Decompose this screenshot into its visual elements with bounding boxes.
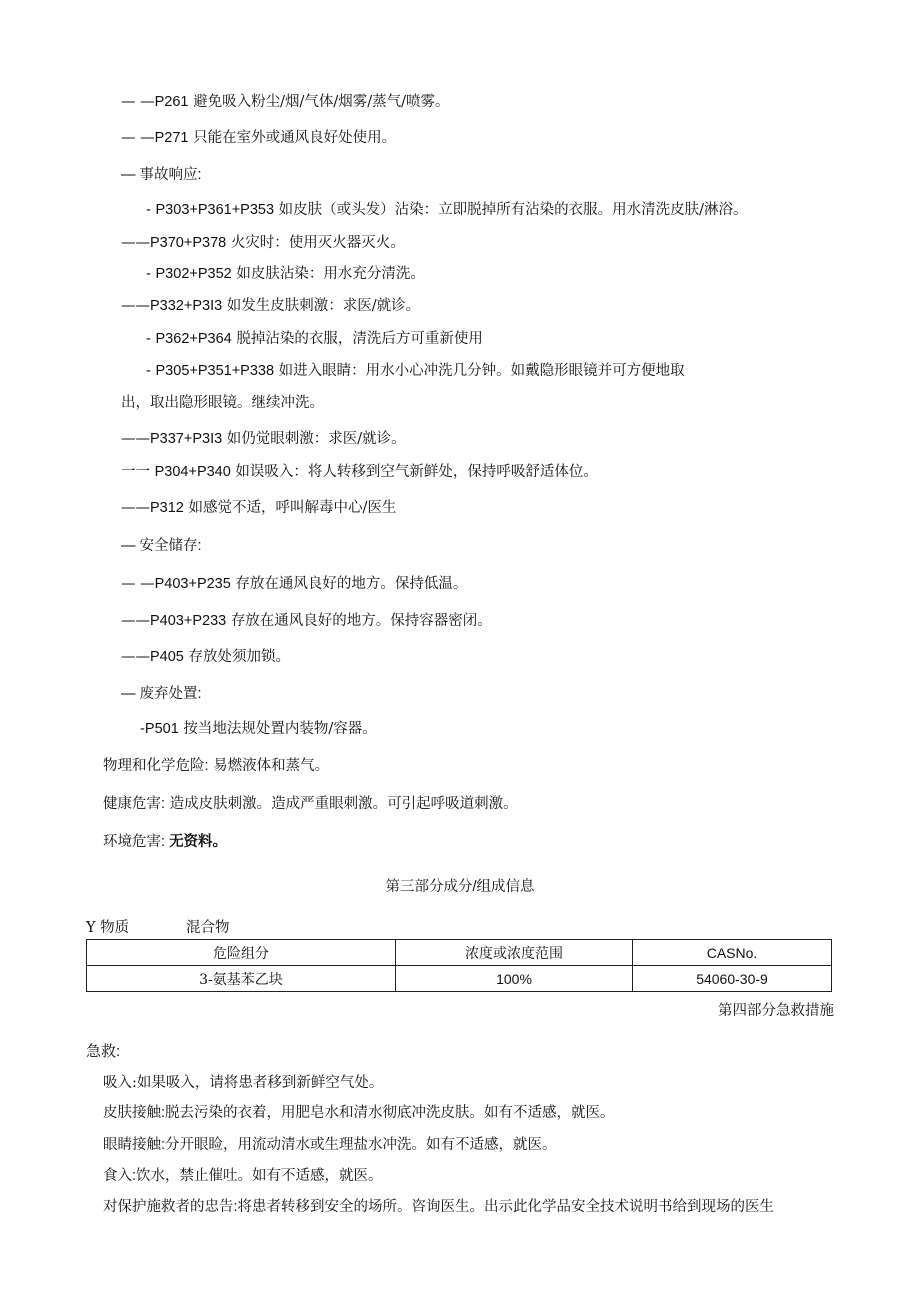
precaution-dash: - [146,266,151,282]
disposal-heading: — 废弃处置: [121,686,202,702]
precaution-p261 [121,92,450,112]
first-aid-item-text: 脱去污染的衣着，用肥皂水和清水彻底冲洗皮肤。如有不适感，就医。 [165,1105,615,1121]
precaution-dash: —— [121,649,150,665]
precaution-dash: —— [121,235,150,251]
precaution-dash: — — [121,576,155,592]
precaution-text: 如仍觉眼刺激：求医/就诊。 [226,431,406,447]
precaution-text: 存放在通风良好的地方。保持容器密闭。 [230,613,492,629]
cell-component: 3-氨基苯乙块 [87,966,396,992]
physical-hazard [103,756,329,776]
precaution-text: 如感觉不适，呼叫解毒中心/医生 [188,500,397,516]
precaution-text: 避免吸入粉尘/烟/气体/烟雾/蒸气/喷雾。 [193,94,450,110]
precaution-p362 [146,329,483,349]
first-aid-item-text: 如果吸入，请将患者移到新鲜空气处。 [136,1075,384,1091]
composition-table [86,939,832,992]
precaution-code: P305+P351+P338 [155,363,275,379]
precaution-text: 存放在通风良好的地方。保持低温。 [235,576,468,592]
first-aid-inhalation [103,1073,383,1093]
precaution-code: P312 [150,500,184,516]
precaution-code: P370+P378 [150,235,227,251]
environment-hazard [103,832,227,852]
physical-hazard-label: 物理和化学危险: [103,758,209,774]
first-aid-label: 急救: [86,1043,121,1060]
substance-label: Y 物质 [86,920,130,936]
precaution-dash: 一一 [121,464,150,480]
first-aid-item-label: 吸入: [103,1075,137,1091]
precaution-p305-continued [121,393,324,413]
precaution-code: P362+P364 [155,331,232,347]
health-hazard-text: 造成皮肤刺激。造成严重眼刺激。可引起呼吸道刺激。 [169,796,518,812]
first-aid-item-text: 将患者转移到安全的场所。咨询医生。出示此化学品安全技术说明书给到现场的医生 [237,1199,775,1215]
table-row [87,966,832,992]
precaution-text: 如皮肤沾染：用水充分清洗。 [236,266,425,282]
first-aid-item-label: 食入: [103,1168,137,1184]
precaution-p303 [146,200,748,220]
section4-title: 第四部分急救措施 [718,1003,834,1019]
precaution-dash: - [146,331,151,347]
precaution-text: 存放处须加锁。 [188,649,290,665]
precaution-code: P302+P352 [155,266,232,282]
first-aid-eyes [103,1135,557,1155]
precaution-code: P271 [154,130,189,146]
precaution-dash: —— [121,613,150,629]
precaution-dash: — — [121,130,155,146]
precaution-p403-p235 [121,574,467,594]
precaution-code: P403+P233 [150,613,227,629]
precaution-p271 [121,128,396,148]
table-header-row [87,940,832,966]
precaution-p302 [146,264,425,284]
environment-hazard-label: 环境危害: [103,834,166,850]
precaution-dash: — — [121,94,155,110]
first-aid-item-label: 对保护施救者的忠告: [103,1199,238,1215]
precaution-code: P261 [154,94,189,110]
environment-hazard-text: 无资料。 [169,834,228,850]
precaution-p405 [121,647,290,667]
storage-heading: — 安全储存: [121,538,202,554]
column-header-cas: CASNo. [633,940,832,966]
precaution-text: 如皮肤（或头发）沾染：立即脱掉所有沾染的衣服。用水清洗皮肤/淋浴。 [278,202,748,218]
cell-concentration: 100% [396,966,633,992]
first-aid-item-label: 皮肤接触: [103,1105,166,1121]
precaution-dash: - [146,363,151,379]
first-aid-item-text: 分开眼睑，用流动清水或生理盐水冲洗。如有不适感，就医。 [165,1137,557,1153]
health-hazard-label: 健康危害: [103,796,166,812]
physical-hazard-text: 易燃液体和蒸气。 [213,758,330,774]
precaution-text: 只能在室外或通风良好处使用。 [193,130,397,146]
precaution-p332 [121,296,420,316]
column-header-concentration: 浓度或浓度范围 [396,940,633,966]
precaution-p370 [121,233,405,253]
precaution-p337 [121,429,406,449]
precaution-text: 如误吸入：将人转移到空气新鲜处，保持呼吸舒适体位。 [235,464,598,480]
precaution-dash: —— [121,500,150,516]
precaution-dash: —— [121,298,150,314]
precaution-text: 按当地法规处置内装物/容器。 [183,721,377,737]
precaution-p312 [121,498,396,518]
precaution-text: 出，取出隐形眼镜。继续冲洗。 [121,395,324,411]
first-aid-rescuer-advice [103,1197,774,1217]
precaution-code: P332+P3I3 [150,298,223,314]
cell-cas: 54060-30-9 [633,966,832,992]
column-header-component: 危险组分 [87,940,396,966]
precaution-code: P405 [150,649,184,665]
precaution-text: 脱掉沾染的衣服，清洗后方可重新使用 [236,331,483,347]
precaution-code: P403+P235 [154,576,231,592]
first-aid-item-label: 眼睛接触: [103,1137,166,1153]
precaution-text: 如进入眼睛：用水小心冲洗几分钟。如戴隐形眼镜并可方便地取 [278,363,685,379]
first-aid-skin [103,1103,615,1123]
precaution-code: P337+P3I3 [150,431,223,447]
precaution-dash: - [140,721,145,737]
precaution-code: P304+P340 [154,464,231,480]
precaution-p305 [146,361,685,381]
precaution-code: P303+P361+P353 [155,202,275,218]
response-heading: — 事故响应: [121,167,202,183]
precaution-p304 [121,462,598,482]
precaution-p403-p233 [121,611,492,631]
precaution-dash: - [146,202,151,218]
precaution-text: 火灾时：使用灭火器灭火。 [230,235,405,251]
mixture-label: 混合物 [186,920,230,936]
health-hazard [103,794,518,814]
precaution-text: 如发生皮肤刺激：求医/就诊。 [226,298,421,314]
precaution-p501 [140,719,377,739]
precaution-code: P501 [144,721,179,737]
first-aid-ingestion [103,1166,383,1186]
section3-title: 第三部分成分/组成信息 [385,879,535,895]
precaution-dash: —— [121,431,150,447]
first-aid-item-text: 饮水，禁止催吐。如有不适感，就医。 [136,1168,383,1184]
